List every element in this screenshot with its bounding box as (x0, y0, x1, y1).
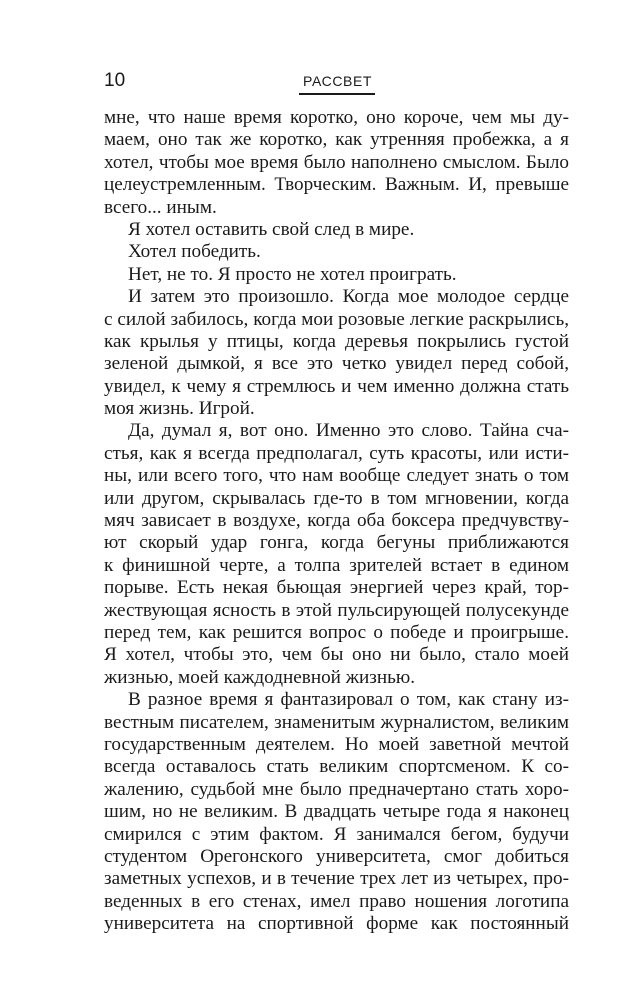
text-line: жизнью, моей каждодневной жизнью. (104, 666, 416, 688)
text-line: В разное время я фантазировал о том, как стану из- (128, 689, 569, 711)
text-line: заметных успехов, и в течение трех лет из четырех, про- (104, 868, 569, 890)
body-text (104, 107, 569, 935)
text-line: всегда оставалось стать великим спортсменом. К со- (104, 756, 569, 778)
text-line: И затем это произошло. Когда мое молодое сердце (128, 286, 569, 308)
header-underline (299, 93, 375, 95)
text-line: Нет, не то. Я просто не хотел проиграть. (128, 263, 457, 285)
page-number: 10 (104, 70, 126, 91)
text-line: всего... иным. (104, 196, 217, 218)
text-line: государственным деятелем. Но моей заветной мечтой (104, 733, 569, 755)
text-line: шим, но не великим. В двадцать четыре года я наконец (104, 801, 569, 823)
text-line: смирился с этим фактом. Я занимался бегом, будучи (104, 823, 569, 845)
text-line: перед тем, как решится вопрос о победе и проигрыше. (104, 621, 569, 643)
text-line: увидел, к чему я стремлюсь и чем именно должна стать (104, 375, 569, 397)
text-line: Я хотел оставить свой след в мире. (128, 218, 415, 240)
text-line: ют скорый удар гонга, когда бегуны приближаются (104, 532, 569, 554)
text-line: порыве. Есть некая бьющая энергией через край, тор- (104, 577, 569, 599)
text-line: ны, или всего того, что нам вообще следует знать о том (104, 465, 569, 487)
text-line: вестным писателем, знаменитым журналистом, великим (104, 711, 569, 733)
text-line: целеустремленным. Творческим. Важным. И, превыше (104, 174, 569, 196)
section-title: РАССВЕТ (303, 73, 373, 89)
running-head (104, 70, 569, 96)
text-line: веденных в его стенах, имел право ношения логотипа (104, 890, 569, 912)
text-line: жествующая ясность в этой пульсирующей полусекунде (104, 599, 569, 621)
text-line: маем, оно так же коротко, как утренняя пробежка, а я (104, 129, 569, 151)
text-line: Я хотел, чтобы это, чем бы оно ни было, стало моей (104, 644, 569, 666)
text-line: мяч зависает в воздухе, когда оба боксера предчувству- (104, 510, 569, 532)
text-line: как крылья у птицы, когда деревья покрылись густой (104, 330, 569, 352)
text-line: с силой забилось, когда мои розовые легкие раскрылись, (104, 308, 569, 330)
text-line: студентом Орегонского университета, смог добиться (104, 845, 569, 867)
text-line: Хотел победить. (128, 241, 261, 263)
text-line: к финишной черте, а толпа зрителей встает в едином (104, 554, 569, 576)
text-line: моя жизнь. Игрой. (104, 398, 255, 420)
text-line: жалению, судьбой мне было предначертано стать хоро- (104, 778, 569, 800)
text-line: мне, что наше время коротко, оно короче, чем мы ду- (104, 107, 569, 128)
text-line: зеленой дымкой, я все это четко увидел перед собой, (104, 353, 569, 375)
text-line: стья, как я всегда предполагал, суть красоты, или исти- (104, 442, 569, 464)
text-line: или другом, скрывалась где-то в том мгновении, когда (104, 487, 569, 509)
text-line: хотел, чтобы мое время было наполнено смыслом. Было (104, 151, 569, 173)
text-line: университета на спортивной форме как постоянный (104, 913, 569, 935)
text-line: Да, думал я, вот оно. Именно это слово. Тайна сча- (128, 420, 569, 442)
